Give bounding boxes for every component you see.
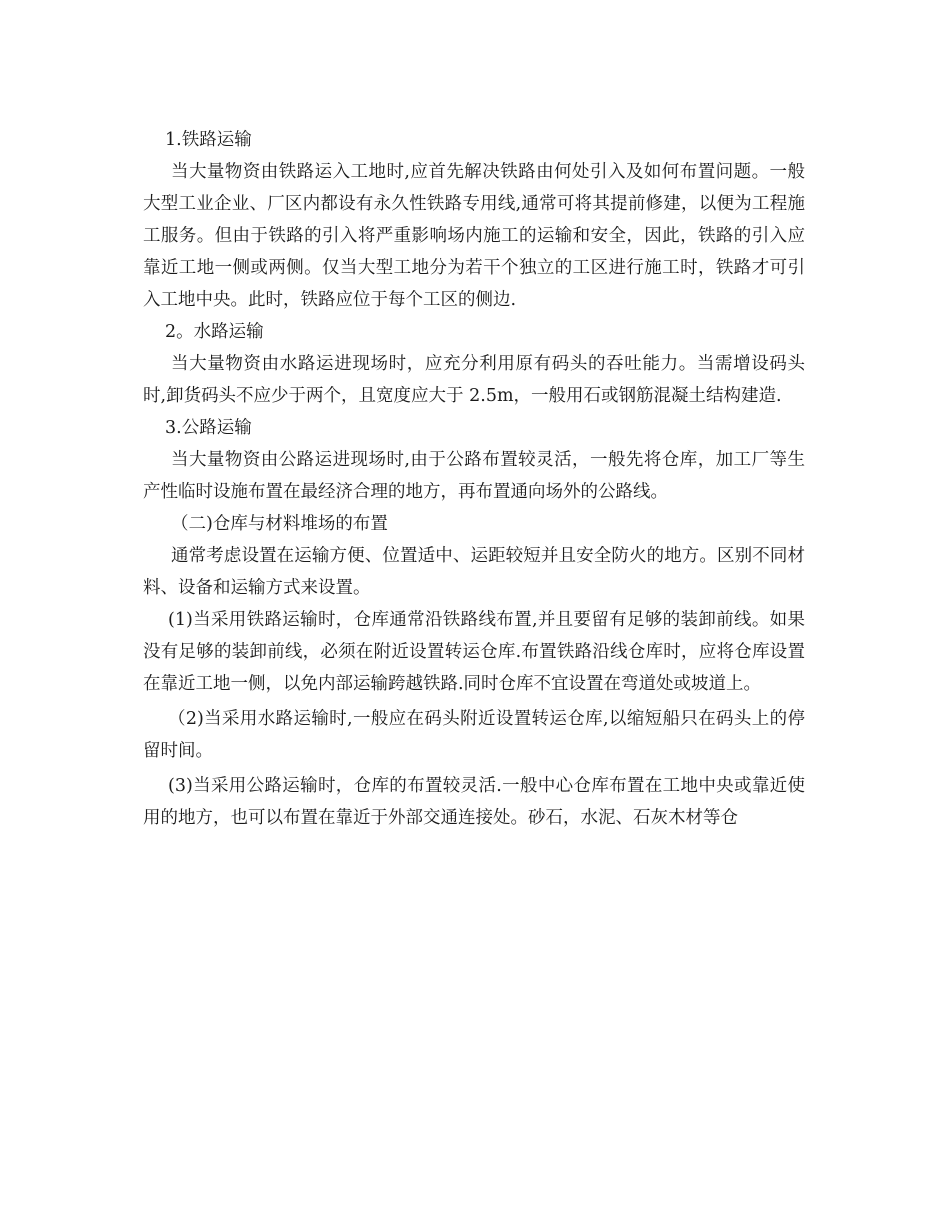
section-heading-railway: 1.铁路运输 xyxy=(165,130,252,150)
paragraph-railway: 当大量物资由铁路运入工地时,应首先解决铁路由何处引入及如何布置问题。一般大型工业企业、厂区内都设有永久性铁路专用线,通常可将其提前修建，以便为工程施工服务。但由于铁路的引入将严重影响场内施工的运输和安全，因此，铁路的引入应靠近工地一侧或两侧。仅当大型工地分为若干个独立的工区进行施工时，铁路才可引入工地中央。此时，铁路应位于每个工区的侧边. xyxy=(143,162,805,310)
paragraph-warehouse-highway: (3)当采用公路运输时，仓库的布置较灵活.一般中心仓库布置在工地中央或靠近使用的地方，也可以布置在靠近于外部交通连接处。砂石，水泥、石灰木材等仓 xyxy=(143,776,805,828)
section-heading-warehouse: （二)仓库与材料堆场的布置 xyxy=(171,514,388,534)
document-body xyxy=(143,124,805,834)
paragraph-highway: 当大量物资由公路运进现场时,由于公路布置较灵活，一般先将仓库，加工厂等生产性临时设施布置在最经济合理的地方，再布置通向场外的公路线。 xyxy=(143,450,805,502)
paragraph-warehouse-waterway: （2)当采用水路运输时,一般应在码头附近设置转运仓库,以缩短船只在码头上的停留时间。 xyxy=(143,709,805,761)
paragraph-warehouse-railway: (1)当采用铁路运输时，仓库通常沿铁路线布置,并且要留有足够的装卸前线。如果没有足够的装卸前线，必须在附近设置转运仓库.布置铁路沿线仓库时，应将仓库设置在靠近工地一侧，以免内部运输跨越铁路.同时仓库不宜设置在弯道处或坡道上。 xyxy=(143,610,805,694)
section-heading-waterway: 2。水路运输 xyxy=(165,322,264,342)
paragraph-waterway: 当大量物资由水路运进现场时，应充分利用原有码头的吞吐能力。当需增设码头时,卸货码头不应少于两个，且宽度应大于 2.5m，一般用石或钢筋混凝土结构建造. xyxy=(143,354,805,406)
section-heading-highway: 3.公路运输 xyxy=(165,418,252,438)
paragraph-warehouse-intro: 通常考虑设置在运输方便、位置适中、运距较短并且安全防火的地方。区别不同材料、设备和运输方式来设置。 xyxy=(143,546,805,598)
